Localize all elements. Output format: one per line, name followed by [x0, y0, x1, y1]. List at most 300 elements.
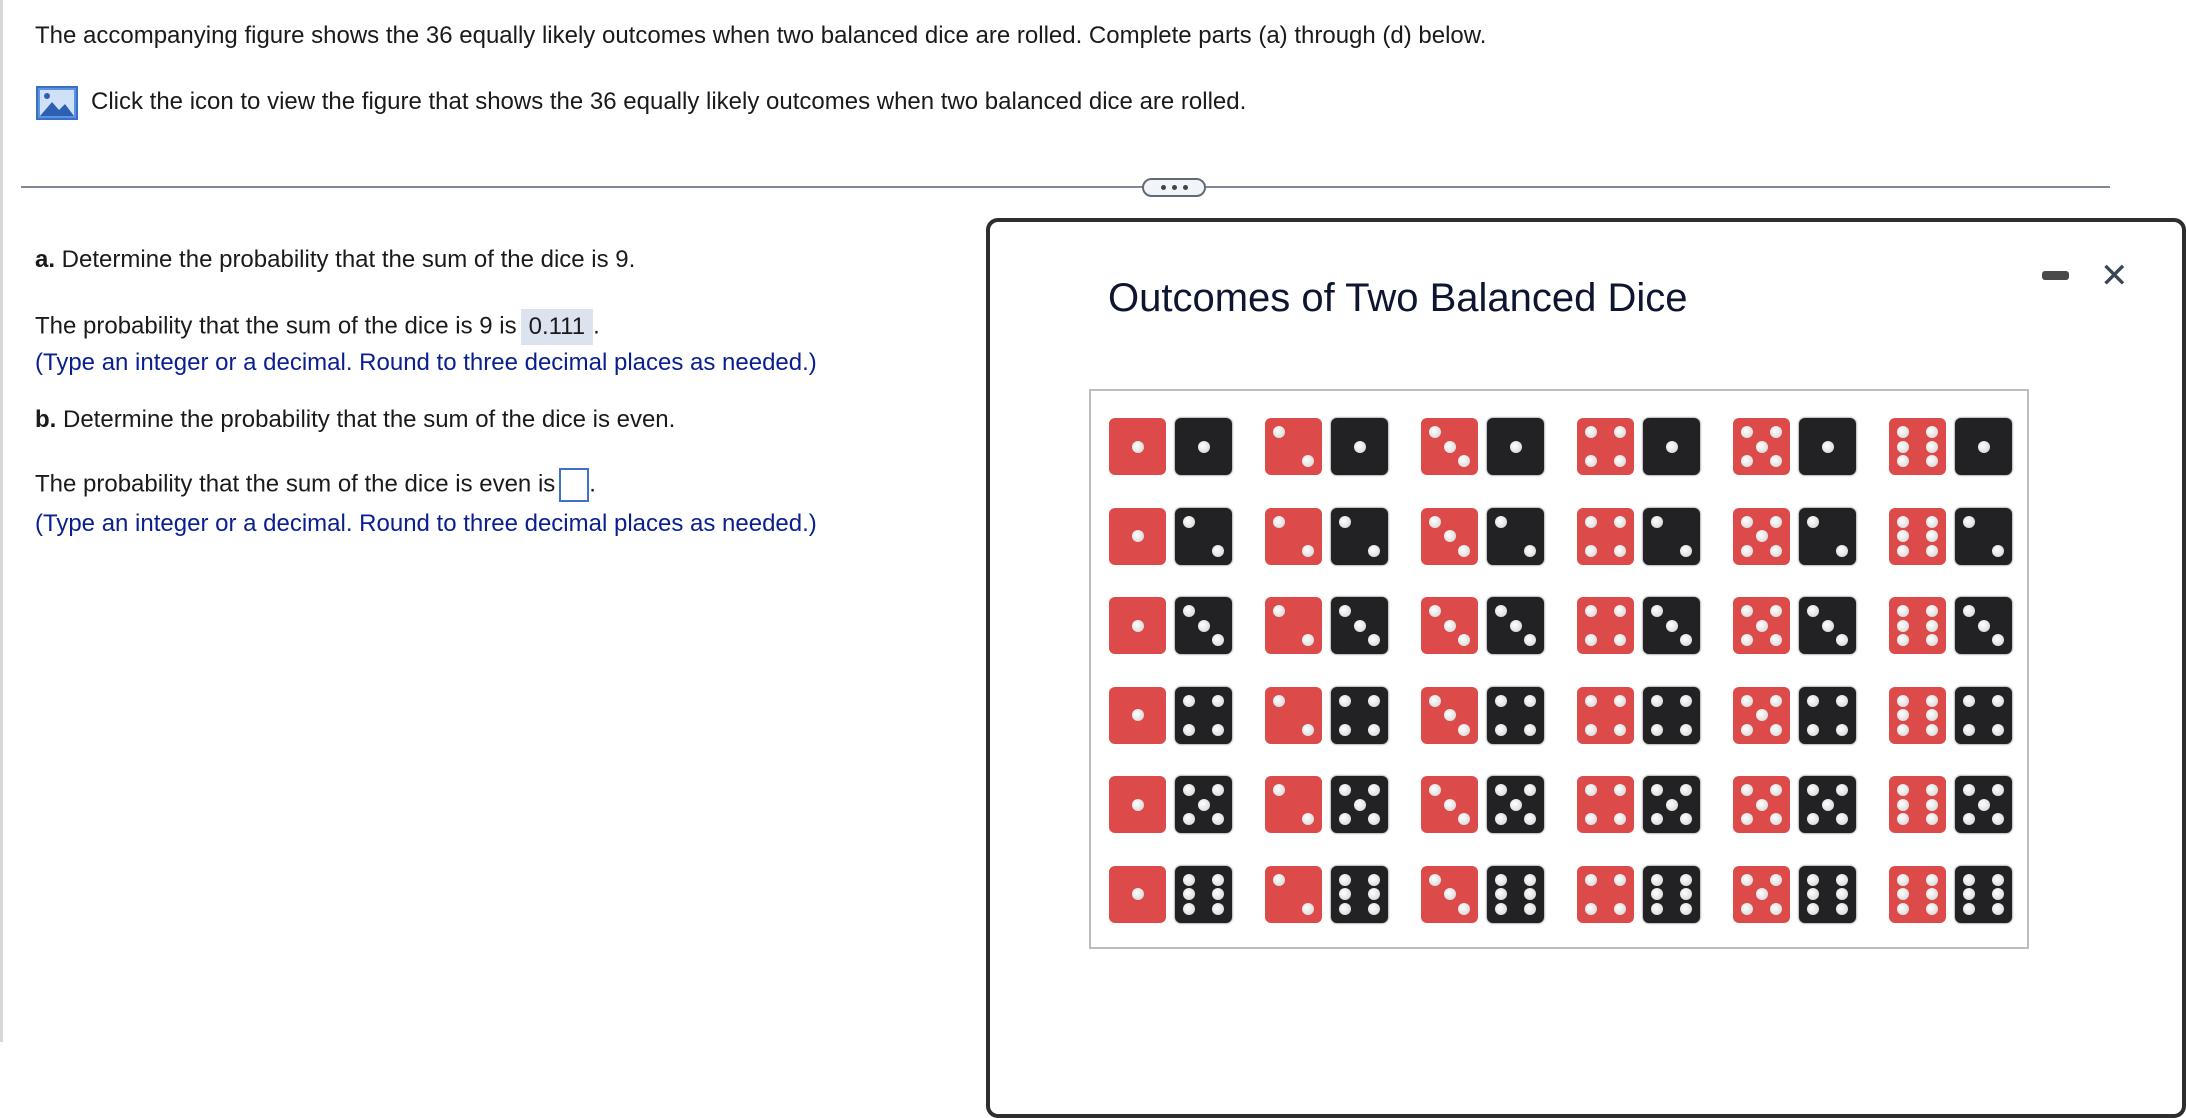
part-a-answer-prefix: The probability that the sum of the dice is 9 is — [35, 312, 517, 340]
pip — [1680, 784, 1692, 796]
pip — [1926, 709, 1938, 721]
pip — [1897, 634, 1909, 646]
pip — [1897, 516, 1909, 528]
pip — [1680, 874, 1692, 886]
pip — [1429, 426, 1441, 438]
red-die-2 — [1265, 776, 1322, 833]
pip — [1585, 813, 1597, 825]
pip — [1198, 799, 1210, 811]
pip — [1992, 874, 2004, 886]
black-die-6 — [1955, 866, 2012, 923]
pip — [1926, 545, 1938, 557]
pip — [1807, 903, 1819, 915]
pip — [1897, 903, 1909, 915]
pip — [1339, 516, 1351, 528]
pip — [1680, 903, 1692, 915]
pip — [1836, 903, 1848, 915]
pip — [1926, 634, 1938, 646]
pip — [1756, 799, 1768, 811]
pip — [1585, 724, 1597, 736]
pip — [1897, 784, 1909, 796]
pip — [1339, 874, 1351, 886]
pip — [1495, 695, 1507, 707]
pip — [1770, 874, 1782, 886]
pip — [1585, 874, 1597, 886]
pip — [1926, 903, 1938, 915]
pip — [1495, 605, 1507, 617]
part-a-answer-line — [35, 309, 600, 345]
pip — [1524, 903, 1536, 915]
pip — [1770, 813, 1782, 825]
pip — [1273, 874, 1285, 886]
pip — [1524, 784, 1536, 796]
pip — [1354, 799, 1366, 811]
pip — [1741, 903, 1753, 915]
pip — [1183, 605, 1195, 617]
pip — [1756, 530, 1768, 542]
pip — [1444, 530, 1456, 542]
red-die-6 — [1889, 418, 1946, 475]
pip — [1756, 888, 1768, 900]
pip — [1897, 695, 1909, 707]
pip — [1524, 813, 1536, 825]
pip — [1614, 455, 1626, 467]
red-die-5 — [1733, 776, 1790, 833]
red-die-4 — [1577, 866, 1634, 923]
black-die-2 — [1955, 508, 2012, 565]
red-die-3 — [1421, 597, 1478, 654]
red-die-5 — [1733, 687, 1790, 744]
pip — [1926, 813, 1938, 825]
pip — [1524, 695, 1536, 707]
pip — [1741, 695, 1753, 707]
period: . — [593, 312, 600, 340]
pip — [1963, 784, 1975, 796]
pip — [1132, 620, 1144, 632]
pip — [1926, 620, 1938, 632]
pip — [1444, 799, 1456, 811]
black-die-6 — [1175, 866, 1232, 923]
pip — [1807, 695, 1819, 707]
black-die-4 — [1487, 687, 1544, 744]
pip — [1273, 695, 1285, 707]
pip — [1770, 724, 1782, 736]
pip — [1897, 874, 1909, 886]
pip — [1339, 724, 1351, 736]
pip — [1524, 545, 1536, 557]
pip — [1132, 799, 1144, 811]
pip — [1992, 813, 2004, 825]
black-die-1 — [1799, 418, 1856, 475]
pip — [1524, 724, 1536, 736]
pip — [1807, 784, 1819, 796]
pip — [1836, 874, 1848, 886]
pip — [1132, 530, 1144, 542]
red-die-2 — [1265, 508, 1322, 565]
pip — [1651, 903, 1663, 915]
red-die-2 — [1265, 597, 1322, 654]
red-die-1 — [1109, 508, 1166, 565]
black-die-2 — [1331, 508, 1388, 565]
intro-text: The accompanying figure shows the 36 equally likely outcomes when two balanced dice are rolled. Complete parts (a) through (d) below. — [35, 22, 1487, 49]
black-die-1 — [1487, 418, 1544, 475]
pip — [1741, 455, 1753, 467]
pip — [1212, 695, 1224, 707]
pip — [1807, 888, 1819, 900]
pip — [1897, 888, 1909, 900]
pip — [1651, 813, 1663, 825]
black-die-5 — [1799, 776, 1856, 833]
pip — [1897, 620, 1909, 632]
popup-title: Outcomes of Two Balanced Dice — [1108, 276, 1688, 320]
pip — [1741, 724, 1753, 736]
pip — [1897, 455, 1909, 467]
pip — [1368, 813, 1380, 825]
pip — [1585, 695, 1597, 707]
pip — [1458, 455, 1470, 467]
pip — [1770, 426, 1782, 438]
red-die-3 — [1421, 776, 1478, 833]
black-die-2 — [1175, 508, 1232, 565]
pip — [1926, 799, 1938, 811]
black-die-4 — [1955, 687, 2012, 744]
pip — [1822, 441, 1834, 453]
black-die-3 — [1175, 597, 1232, 654]
red-die-6 — [1889, 866, 1946, 923]
black-die-6 — [1331, 866, 1388, 923]
pip — [1368, 695, 1380, 707]
red-die-4 — [1577, 776, 1634, 833]
pip — [1495, 724, 1507, 736]
pip — [1897, 709, 1909, 721]
pip — [1770, 695, 1782, 707]
pip — [1756, 709, 1768, 721]
black-die-2 — [1799, 508, 1856, 565]
pip — [1770, 516, 1782, 528]
red-die-3 — [1421, 418, 1478, 475]
pip — [1770, 455, 1782, 467]
pip — [1429, 605, 1441, 617]
black-die-5 — [1955, 776, 2012, 833]
pip — [1897, 426, 1909, 438]
pip — [1212, 903, 1224, 915]
pip — [1212, 634, 1224, 646]
pip — [1302, 634, 1314, 646]
red-die-1 — [1109, 418, 1166, 475]
pip — [1458, 903, 1470, 915]
pip — [1212, 874, 1224, 886]
pip — [1651, 874, 1663, 886]
pip — [1614, 874, 1626, 886]
part-a-label: a. — [35, 246, 56, 273]
red-die-6 — [1889, 508, 1946, 565]
pip — [1926, 874, 1938, 886]
black-die-5 — [1643, 776, 1700, 833]
pip — [1458, 634, 1470, 646]
pip — [1212, 784, 1224, 796]
pip — [1302, 455, 1314, 467]
pip — [1836, 695, 1848, 707]
pip — [1897, 813, 1909, 825]
pip — [1666, 441, 1678, 453]
black-die-6 — [1799, 866, 1856, 923]
pip — [1510, 441, 1522, 453]
pip — [1926, 516, 1938, 528]
pip — [1368, 634, 1380, 646]
pip — [1963, 888, 1975, 900]
pip — [1495, 516, 1507, 528]
black-die-1 — [1331, 418, 1388, 475]
pip — [1741, 605, 1753, 617]
pip — [1183, 724, 1195, 736]
pip — [1963, 874, 1975, 886]
pip — [1444, 441, 1456, 453]
pip — [1183, 516, 1195, 528]
more-dots-icon[interactable] — [1142, 178, 1206, 197]
pip — [1992, 903, 2004, 915]
black-die-5 — [1175, 776, 1232, 833]
pip — [1339, 605, 1351, 617]
pip — [1212, 724, 1224, 736]
pip — [1926, 530, 1938, 542]
part-a-question-text: Determine the probability that the sum of the dice is 9. — [55, 246, 636, 273]
pip — [1807, 605, 1819, 617]
black-die-1 — [1955, 418, 2012, 475]
pip — [1963, 724, 1975, 736]
pip — [1585, 903, 1597, 915]
pip — [1429, 695, 1441, 707]
pip — [1651, 695, 1663, 707]
black-die-5 — [1487, 776, 1544, 833]
pip — [1368, 545, 1380, 557]
red-die-1 — [1109, 776, 1166, 833]
pip — [1273, 516, 1285, 528]
red-die-3 — [1421, 687, 1478, 744]
pip — [1770, 903, 1782, 915]
part-b-answer-line — [35, 468, 596, 502]
pip — [1926, 455, 1938, 467]
pip — [1198, 620, 1210, 632]
pip — [1302, 545, 1314, 557]
pip — [1183, 903, 1195, 915]
pip — [1926, 724, 1938, 736]
part-b-label: b. — [35, 406, 57, 433]
red-die-1 — [1109, 597, 1166, 654]
left-border — [0, 0, 3, 1042]
red-die-4 — [1577, 687, 1634, 744]
pip — [1770, 605, 1782, 617]
pip — [1963, 813, 1975, 825]
figure-link-text[interactable]: Click the icon to view the figure that shows the 36 equally likely outcomes when two balanced dice are rolled. — [91, 88, 1247, 115]
pip — [1651, 784, 1663, 796]
red-die-5 — [1733, 866, 1790, 923]
pip — [1354, 620, 1366, 632]
pip — [1992, 724, 2004, 736]
pip — [1524, 888, 1536, 900]
pip — [1651, 888, 1663, 900]
pip — [1741, 874, 1753, 886]
black-die-4 — [1643, 687, 1700, 744]
black-die-1 — [1643, 418, 1700, 475]
pip — [1807, 874, 1819, 886]
part-b-answer-prefix: The probability that the sum of the dice is even is — [35, 470, 556, 498]
pip — [1339, 813, 1351, 825]
part-a-hint: (Type an integer or a decimal. Round to three decimal places as needed.) — [35, 349, 817, 376]
pip — [1666, 799, 1678, 811]
pip — [1458, 545, 1470, 557]
pip — [1741, 426, 1753, 438]
pip — [1963, 695, 1975, 707]
pip — [1585, 516, 1597, 528]
pip — [1339, 695, 1351, 707]
pip — [1495, 784, 1507, 796]
pip — [1741, 784, 1753, 796]
pip — [1978, 441, 1990, 453]
red-die-4 — [1577, 418, 1634, 475]
pip — [1666, 620, 1678, 632]
pip — [1963, 903, 1975, 915]
pip — [1992, 545, 2004, 557]
pip — [1212, 545, 1224, 557]
pip — [1897, 545, 1909, 557]
pip — [1897, 530, 1909, 542]
pip — [1585, 605, 1597, 617]
pip — [1926, 695, 1938, 707]
image-icon[interactable] — [36, 86, 78, 120]
black-die-3 — [1331, 597, 1388, 654]
pip — [1368, 784, 1380, 796]
pip — [1680, 695, 1692, 707]
red-die-1 — [1109, 687, 1166, 744]
pip — [1429, 874, 1441, 886]
pip — [1807, 813, 1819, 825]
pip — [1978, 620, 1990, 632]
pip — [1926, 441, 1938, 453]
pip — [1836, 888, 1848, 900]
pip — [1992, 784, 2004, 796]
section-divider — [21, 186, 2110, 188]
pip — [1807, 516, 1819, 528]
pip — [1897, 724, 1909, 736]
pip — [1741, 634, 1753, 646]
pip — [1741, 813, 1753, 825]
part-b-question-text: Determine the probability that the sum of the dice is even. — [56, 406, 676, 433]
pip — [1444, 888, 1456, 900]
pip — [1836, 724, 1848, 736]
black-die-3 — [1955, 597, 2012, 654]
black-die-6 — [1643, 866, 1700, 923]
pip — [1926, 888, 1938, 900]
part-b-answer-input[interactable] — [559, 468, 589, 502]
pip — [1132, 441, 1144, 453]
period: . — [589, 470, 596, 498]
pip — [1741, 516, 1753, 528]
pip — [1368, 874, 1380, 886]
pip — [1183, 813, 1195, 825]
pip — [1756, 620, 1768, 632]
pip — [1897, 441, 1909, 453]
black-die-4 — [1331, 687, 1388, 744]
pip — [1926, 426, 1938, 438]
pip — [1614, 545, 1626, 557]
pip — [1585, 784, 1597, 796]
pip — [1614, 903, 1626, 915]
pip — [1614, 516, 1626, 528]
part-b-hint: (Type an integer or a decimal. Round to three decimal places as needed.) — [35, 510, 817, 537]
pip — [1680, 724, 1692, 736]
pip — [1273, 784, 1285, 796]
red-die-5 — [1733, 418, 1790, 475]
black-die-3 — [1487, 597, 1544, 654]
pip — [1770, 784, 1782, 796]
red-die-4 — [1577, 597, 1634, 654]
pip — [1458, 813, 1470, 825]
pip — [1339, 888, 1351, 900]
red-die-5 — [1733, 508, 1790, 565]
minimize-icon[interactable] — [2042, 271, 2069, 280]
red-die-6 — [1889, 776, 1946, 833]
pip — [1183, 784, 1195, 796]
pip — [1756, 441, 1768, 453]
red-die-3 — [1421, 508, 1478, 565]
pip — [1444, 620, 1456, 632]
pip — [1585, 455, 1597, 467]
part-b-question — [35, 405, 675, 435]
black-die-5 — [1331, 776, 1388, 833]
pip — [1680, 813, 1692, 825]
pip — [1429, 784, 1441, 796]
pip — [1524, 634, 1536, 646]
pip — [1585, 634, 1597, 646]
part-a-answer-field[interactable]: 0.111 — [521, 309, 594, 345]
pip — [1585, 426, 1597, 438]
pip — [1614, 813, 1626, 825]
pip — [1897, 799, 1909, 811]
pip — [1836, 813, 1848, 825]
red-die-2 — [1265, 418, 1322, 475]
pip — [1614, 634, 1626, 646]
pip — [1651, 516, 1663, 528]
pip — [1429, 516, 1441, 528]
red-die-6 — [1889, 687, 1946, 744]
pip — [1510, 620, 1522, 632]
dice-outcomes-figure — [1089, 389, 2029, 949]
black-die-3 — [1643, 597, 1700, 654]
pip — [1680, 634, 1692, 646]
red-die-5 — [1733, 597, 1790, 654]
black-die-2 — [1643, 508, 1700, 565]
pip — [1273, 605, 1285, 617]
close-icon[interactable]: ✕ — [2100, 257, 2129, 295]
pip — [1651, 724, 1663, 736]
pip — [1368, 888, 1380, 900]
pip — [1680, 545, 1692, 557]
pip — [1822, 799, 1834, 811]
red-die-2 — [1265, 866, 1322, 923]
red-die-6 — [1889, 597, 1946, 654]
black-die-3 — [1799, 597, 1856, 654]
pip — [1651, 605, 1663, 617]
part-a-question — [35, 245, 635, 275]
pip — [1183, 695, 1195, 707]
black-die-4 — [1175, 687, 1232, 744]
pip — [1822, 620, 1834, 632]
red-die-4 — [1577, 508, 1634, 565]
pip — [1495, 888, 1507, 900]
pip — [1585, 545, 1597, 557]
pip — [1273, 426, 1285, 438]
pip — [1770, 634, 1782, 646]
